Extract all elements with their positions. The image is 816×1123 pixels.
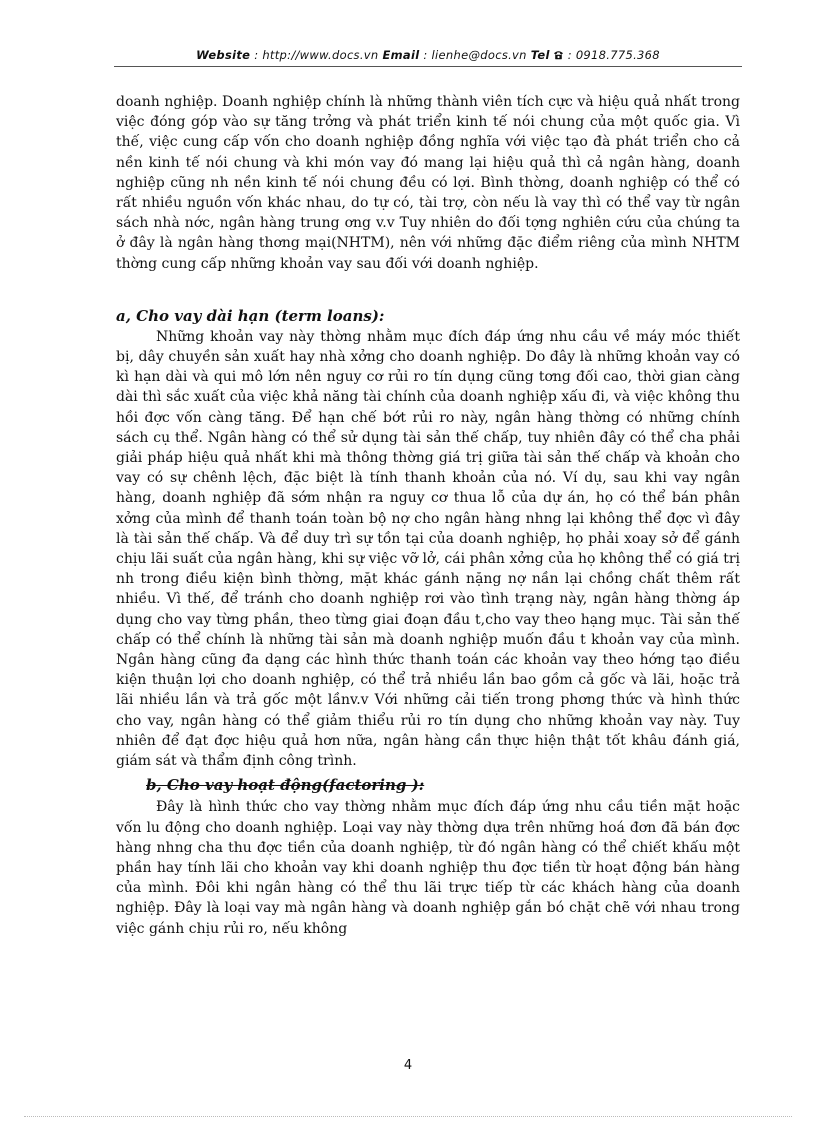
page-number: 4: [403, 1058, 413, 1073]
website-url[interactable]: : http://www.docs.vn: [250, 48, 383, 62]
page-header: [114, 48, 742, 63]
email-address[interactable]: : lienhe@docs.vn: [419, 48, 531, 62]
email-label: Email: [382, 48, 420, 62]
website-label: Website: [196, 48, 251, 62]
section-b-heading-text: b, Cho vay hoạt động(factoring ):: [146, 776, 425, 795]
document-body: [116, 92, 740, 939]
header-divider: [114, 66, 742, 67]
phone-number: : 0918.775.368: [563, 48, 660, 62]
tel-label: Tel: [530, 48, 550, 62]
intro-paragraph: doanh nghiệp. Doanh nghiệp chính là những thành viên tích cực và hiệu quả nhất trong việc đóng góp vào sự tăng trởng và phát triển kinh tế nói chung của một quốc gia. Vì thế, việc cung cấp vốn cho doanh nghiệp đồng nghĩa với việc tạo đà phát triển cho cả nền kinh tế nói chung và khi món vay đó mang lại hiệu quả thì cả ngân hàng, doanh nghiệp cũng nh nền kinh tế nói chung đều có lợi. Bình thờng, doanh nghiệp có thể có rất nhiều nguồn vốn khác nhau, do tự có, tài trợ, còn nếu là vay thì có thể vay từ ngân sách nhà nớc, ngân hàng trung ơng v.v Tuy nhiên do đối tợng nghiên cứu của chúng ta ở đây là ngân hàng thơng mại(NHTM), nên với những đặc điểm riêng của mình NHTM thờng cung cấp những khoản vay sau đối với doanh nghiệp.: [116, 94, 740, 272]
section-a-heading: a, Cho vay dài hạn (term loans):: [116, 306, 385, 325]
footer-divider: [24, 1116, 792, 1117]
section-b-paragraph: Đây là hình thức cho vay thờng nhằm mục đích đáp ứng nhu cầu tiền mặt hoặc vốn lu động cho doanh nghiệp. Loại vay này thờng dựa trên những hoá đơn đã bán đợc hàng nhng cha thu đợc tiền của doanh nghiệp, từ đó ngân hàng có thể chiết khấu một phần hay tính lãi cho khoản vay khi doanh nghiệp thu đợc tiền từ hoạt động bán hàng của mình. Đôi khi ngân hàng có thể thu lãi trực tiếp từ các khách hàng của doanh nghiệp. Đây là loại vay mà ngân hàng và doanh nghiệp gắn bó chặt chẽ với nhau trong việc gánh chịu rủi ro, nếu không: [116, 799, 740, 937]
section-b-heading: [116, 775, 740, 795]
section-a-paragraph: Những khoản vay này thờng nhằm mục đích đáp ứng nhu cầu về máy móc thiết bị, dây chuyền sản xuất hay nhà xởng cho doanh nghiệp. Do đây là những khoản vay có kì hạn dài và qui mô lớn nên nguy cơ rủi ro tín dụng cũng tơng đối cao, thời gian càng dài thì sắc xuất của việc khả năng tài chính của doanh nghiệp xấu đi, và việc không thu hồi đợc vốn càng tăng. Để hạn chế bớt rủi ro này, ngân hàng thờng có những chính sách cụ thể. Ngân hàng có thể sử dụng tài sản thế chấp, tuy nhiên đây có thể cha phải giải pháp hiệu quả nhất khi mà thông thờng giá trị giữa tài sản thế chấp và khoản cho vay có sự chênh lệch, đặc biệt là tính thanh khoản của nó. Ví dụ, sau khi vay ngân hàng, doanh nghiệp đã sớm nhận ra nguy cơ thua lỗ của dự án, họ có thể bán phân xởng của mình để thanh toán toàn bộ nợ cho ngân hàng nhng lại không thể đợc vì đây là tài sản thế chấp. Và để duy trì sự tồn tại của doanh nghiệp, họ phải xoay sở để gánh chịu lãi suất của ngân hàng, khi sự việc vỡ lở, cái phân xởng của họ không thể có giá trị nh trong điều kiện bình thờng, mặt khác gánh nặng nợ nần lại chồng chất thêm rất nhiều. Vì thế, để tránh cho doanh nghiệp rơi vào tình trạng này, ngân hàng thờng áp dụng cho vay từng phần, theo từng giai đoạn đầu t,cho vay theo hạng mục. Tài sản thế chấp có thể chính là những tài sản mà doanh nghiệp muốn đầu t khoản vay của mình. Ngân hàng cũng đa dạng các hình thức thanh toán các khoản vay theo hớng tạo điều kiện thuận lợi cho doanh nghiệp, có thể trả nhiều lần bao gồm cả gốc và lãi, hoặc trả lãi nhiều lần và trả gốc một lầnv.v Với những cải tiến trong phơng thức và hình thức cho vay, ngân hàng có thể giảm thiểu rủi ro tín dụng cho những khoản vay này. Tuy nhiên để đạt đợc hiệu quả hơn nữa, ngân hàng cần thực hiện thật tốt khâu đánh giá, giám sát và thẩm định công trình.: [116, 328, 740, 770]
phone-icon: [553, 49, 564, 63]
